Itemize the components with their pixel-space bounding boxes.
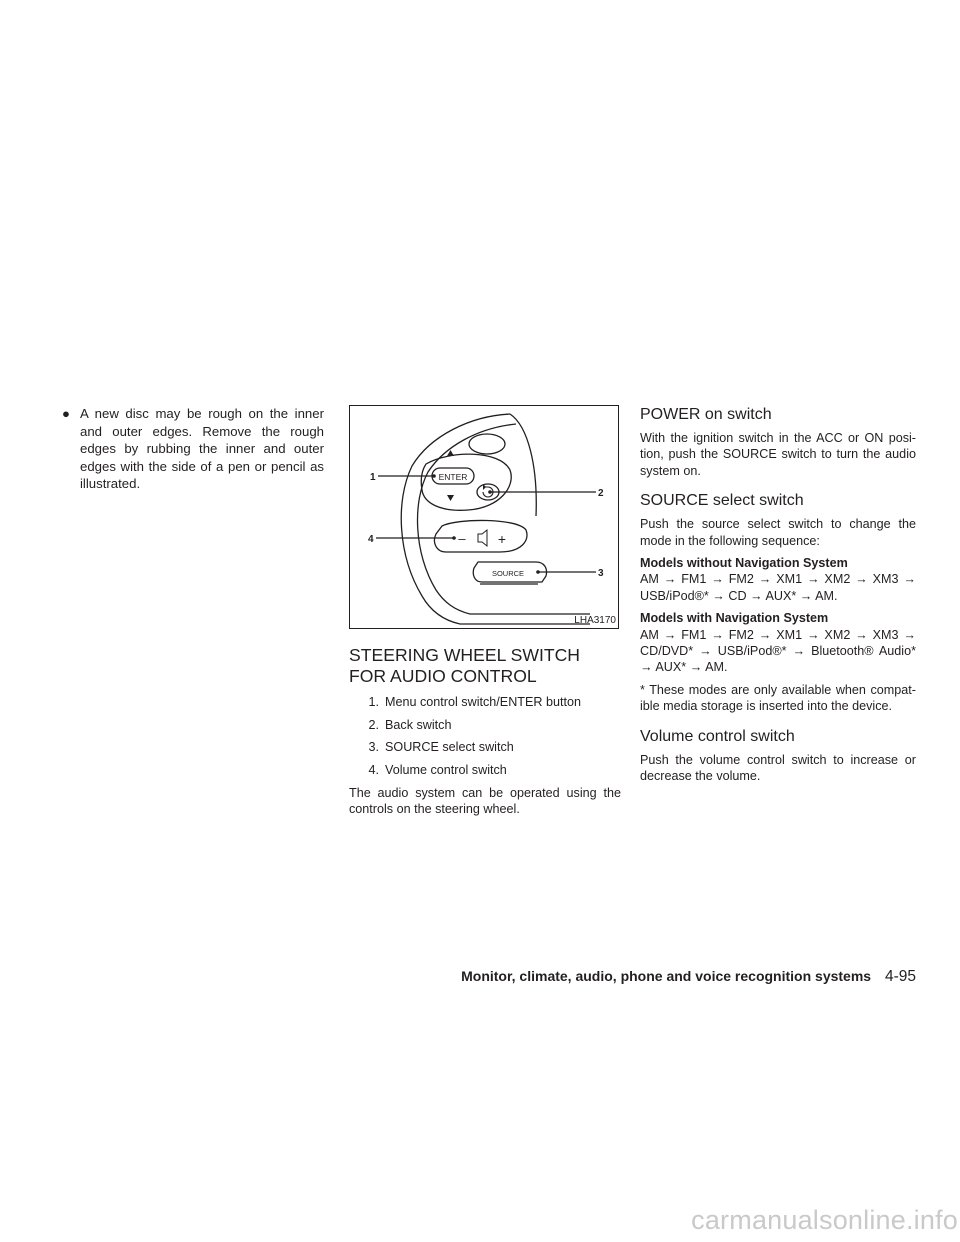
watermark: carmanualsonline.info (691, 1205, 958, 1235)
callout-3-dot (536, 570, 540, 574)
right-column (640, 405, 916, 785)
bullet-text: A new disc may be rough on the inner and outer edges. Remove the rough edges by rubbing the inner and outer edges with the side of a pen or pencil as illustrated. (80, 406, 324, 492)
callout-2-dot (488, 490, 492, 494)
top-button (469, 434, 505, 454)
footnote: * These modes are only available when compat- ible media storage is inserted into the device. (640, 682, 916, 714)
steering-section-body: The audio system can be operated using the controls on the steering wheel. (349, 786, 621, 817)
volume-plus: + (497, 531, 507, 547)
enter-label: ENTER (438, 472, 468, 482)
volume-minus: – (458, 531, 466, 546)
callout-2: 2 (598, 488, 604, 499)
source-section-body: Push the source select switch to change the mode in the following sequence: (640, 517, 916, 548)
source-section-heading: SOURCE select switch (640, 492, 804, 510)
without-nav-label: Models without Navigation System (640, 556, 848, 571)
steering-switch-illustration (350, 406, 618, 628)
callout-3: 3 (598, 568, 604, 579)
speaker-icon (478, 530, 487, 546)
volume-section-heading: Volume control switch (640, 727, 795, 745)
down-arrow-icon (447, 495, 454, 501)
volume-switch-outline (434, 520, 527, 552)
callout-4: 4 (368, 534, 374, 545)
list-item: 1. Menu control switch/ENTER button (368, 695, 581, 709)
callout-1-dot (432, 474, 436, 478)
wheel-spoke-outer (401, 414, 590, 624)
page-footer (461, 968, 916, 986)
bullet-item (62, 405, 324, 493)
list-item: 4. Volume control switch (368, 762, 507, 777)
figure-code: LHA3170 (574, 615, 616, 626)
callout-1: 1 (370, 472, 376, 483)
wheel-rim-edge (510, 414, 536, 516)
without-nav-sequence: AM → FM1 → FM2 → XM1 → XM2 → XM3 → USB/iPod®* → CD → AUX* → AM. (640, 572, 916, 603)
middle-column (349, 405, 621, 818)
bullet-dot-icon: ● (62, 406, 70, 421)
power-section-body: With the ignition switch in the ACC or ON posi- tion, push the SOURCE switch to turn the audio system on. (640, 431, 916, 478)
steering-section-heading: STEERING WHEEL SWITCH FOR AUDIO CONTROL (349, 645, 581, 686)
callout-4-dot (452, 536, 456, 540)
steering-switch-list (363, 695, 621, 778)
steering-switch-figure (349, 405, 619, 629)
with-nav-sequence: AM → FM1 → FM2 → XM1 → XM2 → XM3 → CD/DVD* → USB/iPod®* → Bluetooth® Audio* → AUX* → AM. (640, 627, 916, 675)
list-item: 3. SOURCE select switch (368, 740, 514, 754)
wheel-spoke-inner (418, 424, 590, 614)
list-item: 2. Back switch (368, 717, 452, 732)
left-column (62, 405, 324, 493)
volume-section-body: Push the volume control switch to increase or decrease the volume. (640, 752, 916, 784)
source-label: SOURCE (491, 569, 525, 578)
power-section-heading: POWER on switch (640, 406, 772, 423)
with-nav-label: Models with Navigation System (640, 611, 829, 626)
page-number: 4-95 (884, 968, 916, 985)
footer-title: Monitor, climate, audio, phone and voice recognition systems (461, 968, 872, 984)
